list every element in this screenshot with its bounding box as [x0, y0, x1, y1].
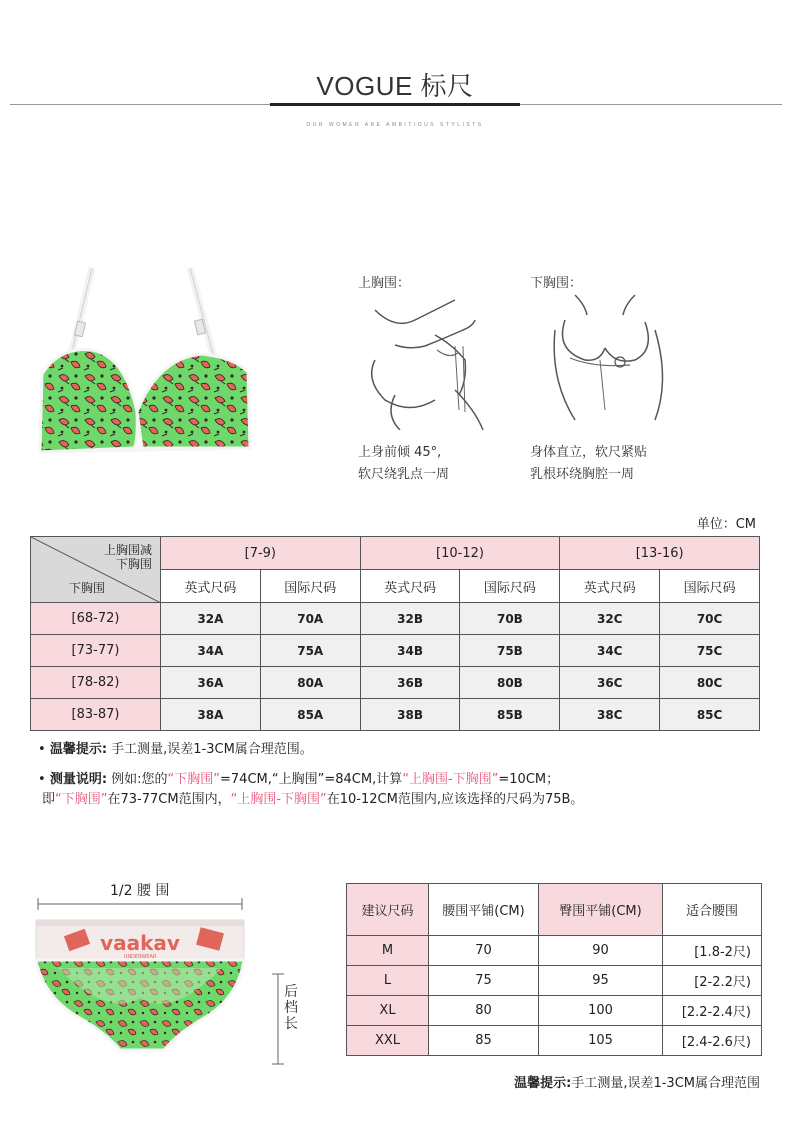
size-cell: 34B	[360, 635, 460, 667]
size-cell: 36A	[161, 667, 261, 699]
sub-header: 国际尺码	[260, 570, 360, 603]
row-label: [78-82)	[31, 667, 161, 699]
size-cell: 36C	[560, 667, 660, 699]
hip-cell: 90	[539, 936, 663, 966]
example-highlight: “上胸围-下胸围”	[402, 772, 499, 787]
fit-cell: [2.4-2.6尺)	[663, 1026, 762, 1056]
size-cell: 85C	[660, 699, 760, 731]
size-cell: 80B	[460, 667, 560, 699]
table-row	[347, 1026, 762, 1056]
size-cell: 34C	[560, 635, 660, 667]
tip-label: 温馨提示:	[49, 742, 108, 757]
fit-cell: [2.2-2.4尺)	[663, 996, 762, 1026]
upper-bust-caption-1: 上身前倾 45°,	[358, 445, 442, 460]
table-row	[31, 667, 760, 699]
fit-cell: [2-2.2尺)	[663, 966, 762, 996]
size-cell: 85A	[260, 699, 360, 731]
panty-size-table	[346, 883, 762, 1056]
size-cell: 70B	[460, 603, 560, 635]
header-divider-right	[520, 104, 782, 105]
footnote-label: 温馨提示:	[514, 1076, 572, 1091]
diag-top-label-1: 上胸围减	[103, 543, 152, 557]
example-highlight: “下胸围”	[167, 772, 221, 787]
diag-bottom-label: 下胸围	[69, 581, 106, 595]
waist-label: 1/2 腰 围	[110, 883, 170, 899]
size-cell: 70C	[660, 603, 760, 635]
size-cell: 80A	[260, 667, 360, 699]
bra-size-table	[30, 536, 760, 731]
table-row	[347, 996, 762, 1026]
sub-header: 国际尺码	[660, 570, 760, 603]
col-header: 建议尺码	[347, 884, 429, 936]
size-cell: 75B	[460, 635, 560, 667]
range-header: [10-12)	[360, 537, 560, 570]
bra-product-image	[30, 262, 260, 472]
size-cell: 32C	[560, 603, 660, 635]
table-row	[31, 635, 760, 667]
example-highlight: “下胸围”	[55, 792, 108, 807]
header-divider-left	[10, 104, 270, 105]
unit-label: 单位：CM	[696, 517, 756, 532]
size-cell: 70A	[260, 603, 360, 635]
row-label: [73-77)	[31, 635, 161, 667]
panty-footnote	[514, 1072, 760, 1091]
col-header: 臀围平铺(CM)	[539, 884, 663, 936]
upper-bust-title: 上胸围：	[358, 276, 411, 291]
page-title: VOGUE 标尺	[316, 71, 474, 101]
brand-logo-text: vaakav	[100, 931, 180, 955]
range-header: [7-9)	[161, 537, 361, 570]
size-cell: 34A	[161, 635, 261, 667]
sub-header: 国际尺码	[460, 570, 560, 603]
table-row	[31, 603, 760, 635]
example-text: =74CM,“上胸围”=84CM,计算	[220, 772, 403, 787]
bullet-dot: •	[38, 772, 50, 787]
size-cell: 75C	[660, 635, 760, 667]
example-text: 在73-77CM范围内，	[107, 792, 231, 807]
size-cell: 38C	[560, 699, 660, 731]
lower-bust-caption-2: 乳根环绕胸腔一周	[530, 467, 635, 482]
lower-bust-illustration	[545, 290, 685, 430]
table-row	[31, 699, 760, 731]
size-cell: 38A	[161, 699, 261, 731]
row-label: [83-87)	[31, 699, 161, 731]
waist-cell: 70	[429, 936, 539, 966]
waist-cell: 75	[429, 966, 539, 996]
rise-label: 后档长	[284, 984, 298, 1032]
sub-header: 英式尺码	[161, 570, 261, 603]
waist-cell: 80	[429, 996, 539, 1026]
size-cell: 75A	[260, 635, 360, 667]
page-subtitle: OUR WOMEN ARE AMBITIOUS STYLISTS	[306, 122, 484, 128]
diag-top-label-2: 下胸围	[115, 557, 152, 571]
row-label: [68-72)	[31, 603, 161, 635]
size-cell: 38B	[360, 699, 460, 731]
hip-cell: 100	[539, 996, 663, 1026]
col-header: 腰围平铺(CM)	[429, 884, 539, 936]
range-header: [13-16)	[560, 537, 760, 570]
size-cell: 36B	[360, 667, 460, 699]
table-row	[347, 966, 762, 996]
footnote-text: 手工测量,误差1-3CM属合理范围	[571, 1076, 760, 1091]
diagonal-header-cell	[31, 537, 161, 603]
size-cell: 80C	[660, 667, 760, 699]
waist-cell: 85	[429, 1026, 539, 1056]
example-note	[38, 770, 583, 810]
size-cell: 32B	[360, 603, 460, 635]
size-cell: 85B	[460, 699, 560, 731]
bullet-dot: •	[38, 742, 50, 757]
tip-note	[38, 740, 313, 760]
col-header: 适合腰围	[663, 884, 762, 936]
lower-bust-title: 下胸围：	[530, 276, 583, 291]
size-cell: L	[347, 966, 429, 996]
example-text: 在10-12CM范围内,应该选择的尺码为75B。	[326, 792, 584, 807]
example-text: 即	[42, 792, 56, 807]
hip-cell: 105	[539, 1026, 663, 1056]
brand-logo-subtext: UNDERWEAR	[123, 954, 157, 960]
example-highlight: “上胸围-下胸围”	[230, 792, 327, 807]
lower-bust-caption-1: 身体直立，软尺紧贴	[530, 445, 648, 460]
table-row	[347, 936, 762, 966]
upper-bust-caption-2: 软尺绕乳点一周	[358, 467, 450, 482]
size-cell: XL	[347, 996, 429, 1026]
size-cell: XXL	[347, 1026, 429, 1056]
sub-header: 英式尺码	[560, 570, 660, 603]
upper-bust-illustration	[355, 290, 505, 430]
panty-product-image	[28, 898, 328, 1078]
tip-text: 手工测量,误差1-3CM属合理范围。	[107, 742, 313, 757]
fit-cell: [1.8-2尺)	[663, 936, 762, 966]
header-divider-center	[270, 103, 520, 106]
size-cell: 32A	[161, 603, 261, 635]
sub-header: 英式尺码	[360, 570, 460, 603]
example-label: 测量说明:	[49, 772, 108, 787]
example-text: 例如:您的	[107, 772, 168, 787]
example-text: =10CM；	[498, 772, 560, 787]
size-cell: M	[347, 936, 429, 966]
hip-cell: 95	[539, 966, 663, 996]
